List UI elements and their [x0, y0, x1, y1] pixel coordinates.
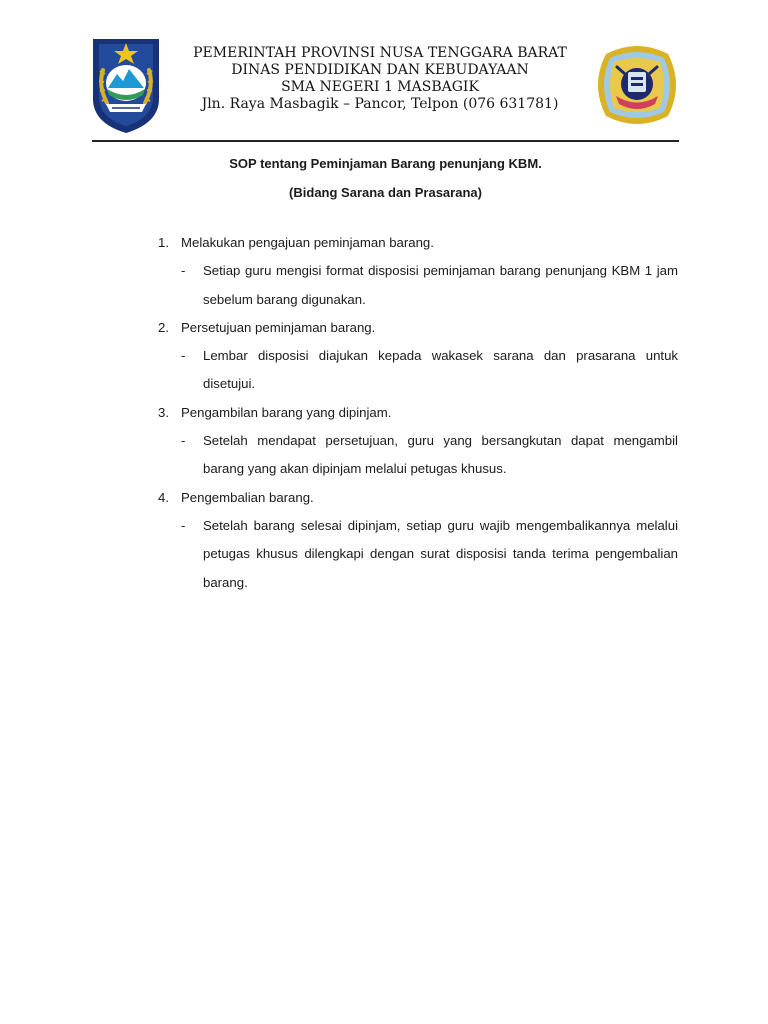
sop-step-2-bullet: - [181, 348, 186, 364]
sop-step-3-bullet: - [181, 433, 186, 449]
sop-step-4-detail-row [181, 512, 678, 597]
sop-step-4-bullet: - [181, 517, 186, 533]
sop-step-2-title: Persetujuan peminjaman barang. [181, 319, 376, 335]
sop-step-2-detail: Lembar disposisi diajukan kepada wakasek sarana dan prasarana untuk disetujui. [203, 348, 678, 392]
school-address: Jln. Raya Masbagik – Pancor, Telpon (076 631781) [201, 96, 559, 112]
sop-step-1-title-row [158, 229, 678, 257]
sop-step-1-bullet: - [181, 263, 186, 279]
sop-step-3-title-row [158, 399, 678, 427]
sop-step-1-detail-row [181, 257, 678, 314]
sop-step-3-detail-row [181, 427, 678, 484]
sop-step-4-title-row [158, 484, 678, 512]
sop-step-4-number: 4. [158, 489, 169, 505]
sop-step-2-detail-row [181, 342, 678, 399]
sop-step-3 [158, 399, 678, 484]
sop-step-4-detail: Setelah barang selesai dipinjam, setiap guru wajib mengembalikannya melalui petugas khusus dilengkapi dengan surat disposisi tanda terima pengembalian barang. [203, 517, 678, 590]
letterhead-divider [92, 140, 679, 142]
agency-name: DINAS PENDIDIKAN DAN KEBUDAYAAN [231, 62, 529, 78]
letterhead-text [170, 45, 590, 113]
provincial-emblem-icon [90, 36, 162, 134]
sop-step-4-title: Pengembalian barang. [181, 489, 314, 505]
sop-heading [92, 149, 679, 207]
sop-step-1-number: 1. [158, 235, 169, 250]
letterhead [0, 0, 768, 145]
sop-step-4 [158, 484, 678, 597]
sop-step-1-title: Melakukan pengajuan peminjaman barang. [181, 235, 434, 250]
school-emblem-icon [594, 42, 680, 128]
sop-step-3-title: Pengambilan barang yang dipinjam. [181, 404, 392, 420]
school-name: SMA NEGERI 1 MASBAGIK [281, 79, 479, 95]
sop-step-1-detail: Setiap guru mengisi format disposisi peminjaman barang penunjang KBM 1 jam sebelum barang digunakan. [203, 263, 678, 307]
sop-step-2-title-row [158, 314, 678, 342]
sop-step-1 [158, 229, 678, 314]
sop-step-3-detail: Setelah mendapat persetujuan, guru yang bersangkutan dapat mengambil barang yang akan dipinjam melalui petugas khusus. [203, 433, 678, 477]
sop-step-3-number: 3. [158, 404, 169, 420]
sop-step-2 [158, 314, 678, 399]
sop-title: SOP tentang Peminjaman Barang penunjang KBM. [229, 156, 542, 171]
government-name: PEMERINTAH PROVINSI NUSA TENGGARA BARAT [193, 45, 567, 61]
sop-step-2-number: 2. [158, 319, 169, 335]
sop-subtitle: (Bidang Sarana dan Prasarana) [289, 185, 482, 200]
sop-step-list [158, 229, 678, 597]
